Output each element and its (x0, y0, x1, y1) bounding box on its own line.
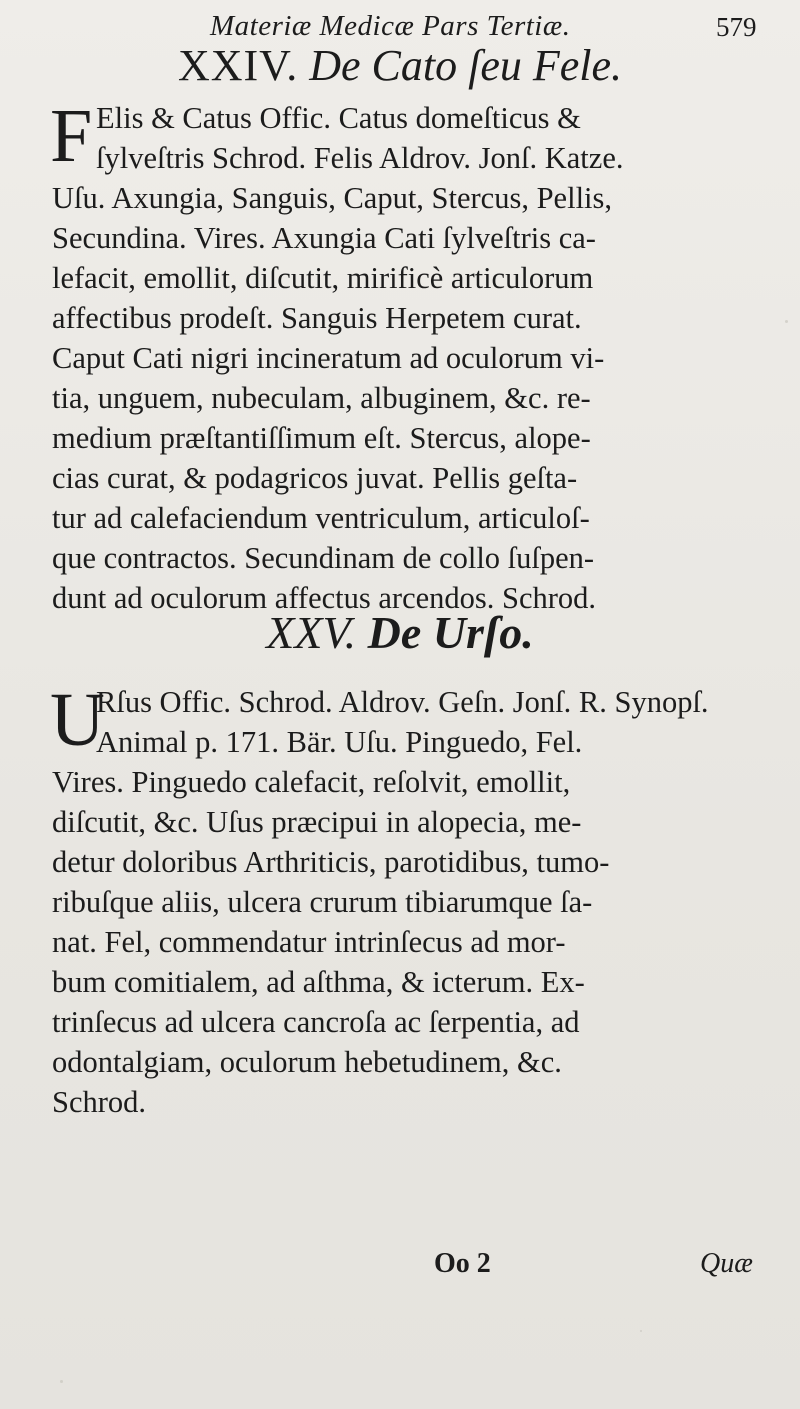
running-head (0, 6, 800, 42)
text-line: nat. Fel, commendatur intrinſecus ad mor- (52, 925, 566, 959)
text-line: Uſu. Axungia, Sanguis, Caput, Stercus, Pellis, (52, 181, 613, 215)
catchword: Quæ (700, 1248, 753, 1279)
text-line: detur doloribus Arthriticis, parotidibus, tumo- (52, 845, 610, 879)
text-line: Schrod. (52, 1085, 147, 1119)
section-heading-bear (0, 606, 800, 659)
text-line: cias curat, & podagricos juvat. Pellis geſta- (52, 461, 578, 495)
running-head-title: Materiæ Medicæ Pars Tertiæ. (210, 10, 571, 42)
paper-speck (640, 1330, 642, 1332)
text-line: odontalgiam, oculorum hebetudinem, &c. (52, 1045, 562, 1079)
text-line: Secundina. Vires. Axungia Cati ſylveſtris ca- (52, 221, 596, 255)
text-line: lefacit, emollit, diſcutit, mirificè articulorum (52, 261, 594, 295)
text-line: que contractos. Secundinam de collo ſuſpen- (52, 541, 595, 575)
text-line: Animal p. 171. Bär. Uſu. Pinguedo, Fel. (96, 725, 583, 759)
paper-speck (60, 1380, 63, 1383)
text-line: tia, unguem, nubeculam, albuginem, &c. re- (52, 381, 591, 415)
section-number: XXIV. (177, 41, 299, 90)
page-number: 579 (716, 12, 757, 42)
text-line: Caput Cati nigri incineratum ad oculorum vi- (52, 341, 605, 375)
text-line: dunt ad oculorum affectus arcendos. Schrod. (52, 581, 597, 615)
drop-cap-f: F (50, 94, 93, 178)
section-title: De Cato ſeu Fele. (309, 41, 623, 90)
text-line: diſcutit, &c. Uſus præcipui in alopecia, me- (52, 805, 582, 839)
drop-cap-u: U (50, 678, 105, 762)
text-line: Elis & Catus Offic. Catus domeſticus & (96, 101, 581, 135)
text-line: tur ad calefaciendum ventriculum, articuloſ- (52, 501, 590, 535)
section-title: De Urſo. (367, 607, 534, 658)
page-footer (0, 1248, 800, 1288)
text-line: medium præſtantiſſimum eſt. Stercus, alope- (52, 421, 591, 455)
paragraph-cat (50, 94, 792, 618)
signature-mark: Oo 2 (434, 1248, 491, 1279)
text-line: bum comitialem, ad aſthma, & icterum. Ex- (52, 965, 585, 999)
text-line: ribuſque aliis, ulcera crurum tibiarumque ſa- (52, 885, 593, 919)
section-heading-cat (0, 40, 800, 91)
section-number: XXV. (266, 607, 357, 658)
text-line: ſylveſtris Schrod. Felis Aldrov. Jonſ. Katze. (96, 141, 624, 175)
text-line: trinſecus ad ulcera cancroſa ac ſerpentia, ad (52, 1005, 580, 1039)
text-line: Rſus Offic. Schrod. Aldrov. Geſn. Jonſ. R. Synopſ. (96, 685, 709, 719)
text-line: affectibus prodeſt. Sanguis Herpetem curat. (52, 301, 582, 335)
text-line: Vires. Pinguedo calefacit, reſolvit, emollit, (52, 765, 571, 799)
paragraph-bear (50, 678, 792, 1122)
